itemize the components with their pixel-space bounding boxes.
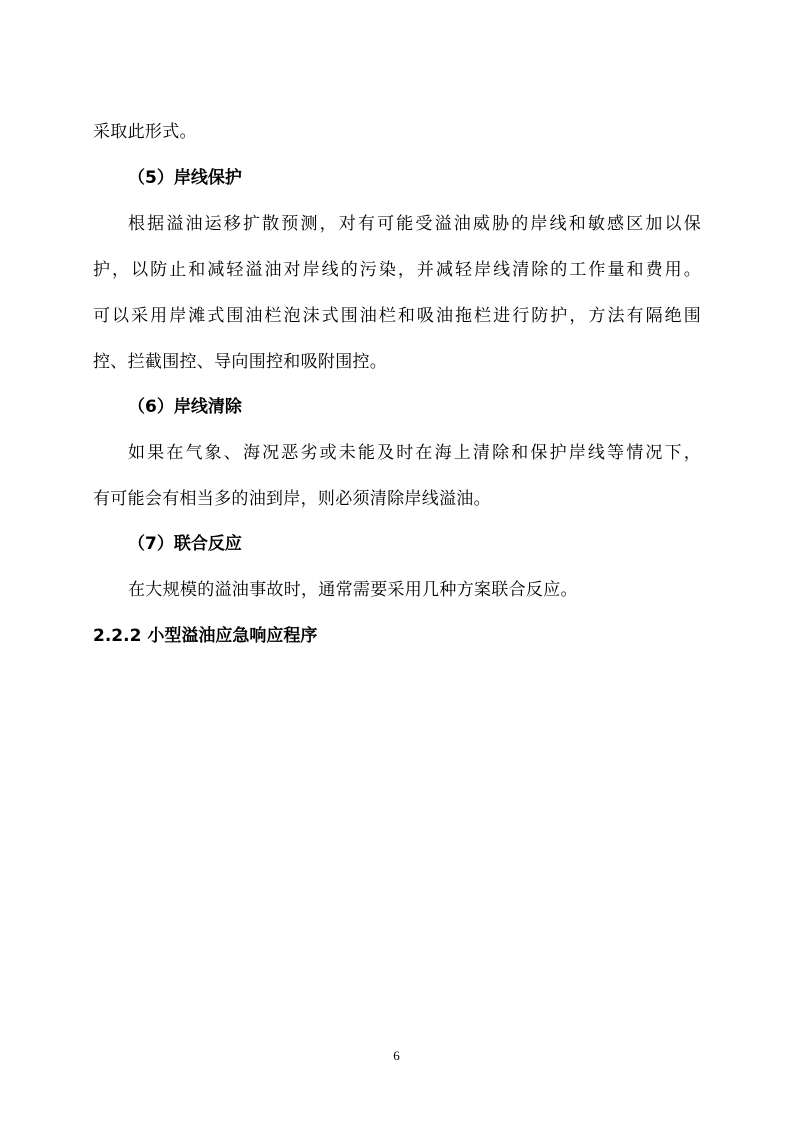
paragraph-line: 护，以防止和减轻溢油对岸线的污染，并减轻岸线清除的工作量和费用。 — [93, 260, 701, 280]
paragraph-line: 如果在气象、海况恶劣或未能及时在海上清除和保护岸线等情况下， — [128, 443, 701, 463]
paragraph-line: 有可能会有相当多的油到岸，则必须清除岸线溢油。 — [93, 489, 491, 509]
paragraph-line: 在大规模的溢油事故时，通常需要采用几种方案联合反应。 — [128, 580, 578, 600]
subsection-heading-6: （6）岸线清除 — [128, 397, 242, 417]
section-heading: 2.2.2 小型溢油应急响应程序 — [93, 626, 318, 646]
subsection-heading-5: （5）岸线保护 — [128, 168, 242, 188]
subsection-heading-7: （7）联合反应 — [128, 534, 242, 554]
paragraph-line: 可以采用岸滩式围油栏泡沫式围油栏和吸油拖栏进行防护，方法有隔绝围 — [93, 306, 701, 326]
paragraph-line: 采取此形式。 — [93, 122, 197, 142]
paragraph-line: 控、拦截围控、导向围控和吸附围控。 — [93, 352, 388, 372]
paragraph-line: 根据溢油运移扩散预测，对有可能受溢油威胁的岸线和敏感区加以保 — [128, 214, 701, 234]
page-number: 6 — [393, 1048, 400, 1063]
